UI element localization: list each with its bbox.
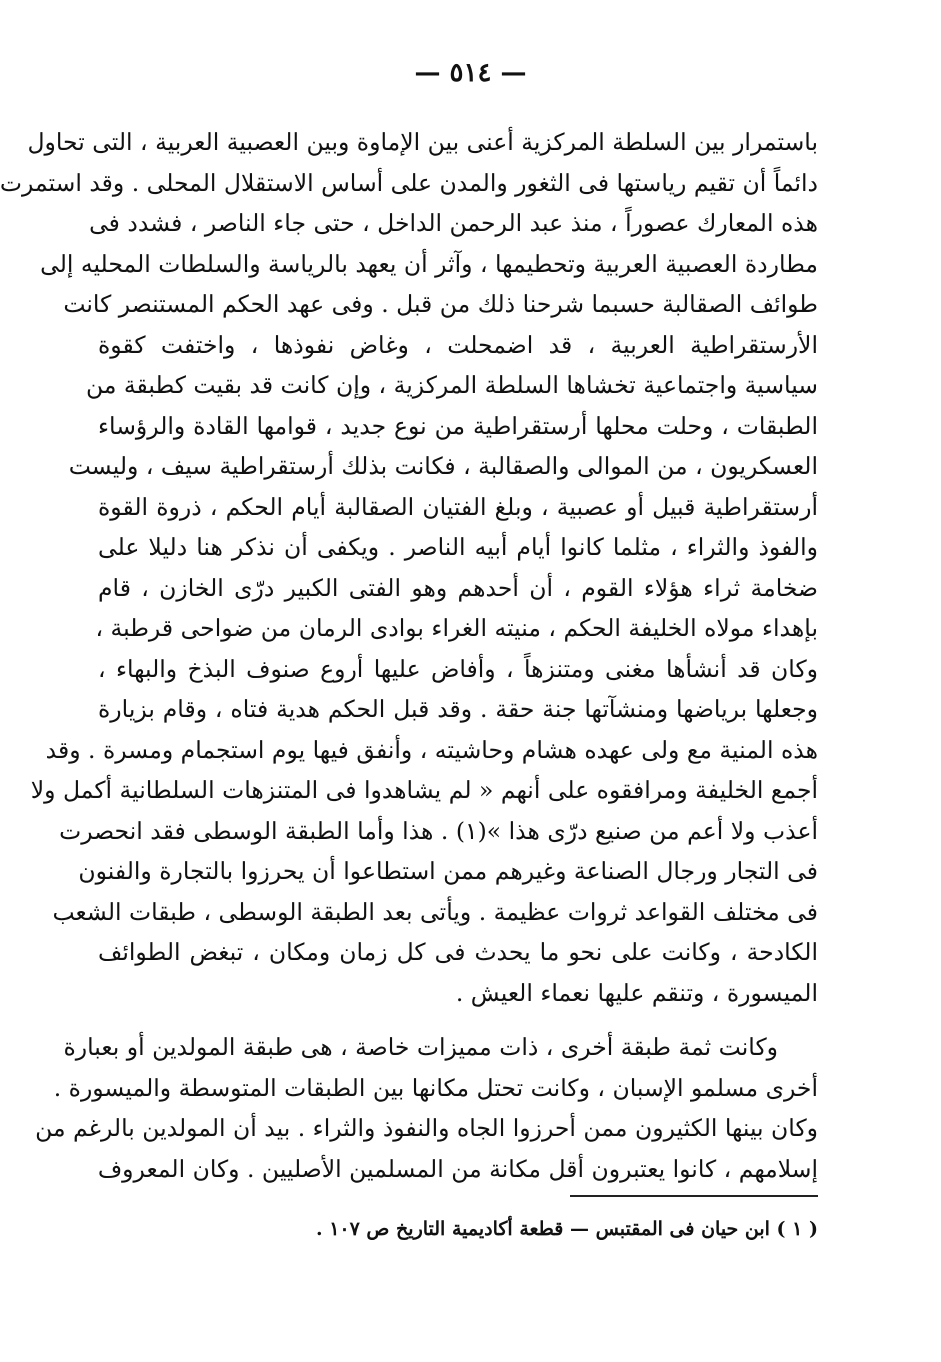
text-line: سياسية واجتماعية تخشاها السلطة المركزية ، وإن كانت قد بقيت كطبقة من xyxy=(85,371,818,399)
text-line: والفوذ والثراء ، مثلما كانوا أيام أبيه الناصر . ويكفى أن نذكر هنا دليلا على xyxy=(98,533,818,561)
text-line: فى مختلف القواعد ثروات عظيمة . ويأتى بعد الطبقة الوسطى ، طبقات الشعب xyxy=(52,897,818,926)
paragraph-2 xyxy=(35,1027,818,1189)
text-line: أخرى مسلمو الإسبان ، وكانت تحتل مكانها بين الطبقات المتوسطة والميسورة . xyxy=(53,1073,818,1102)
footnote-rule xyxy=(570,1195,818,1197)
text-line: أرستقراطية قبيل أو عصبية ، وبلغ الفتيان الصقالبة أيام الحكم ، ذروة القوة xyxy=(98,492,818,521)
text-line: هذه المنية مع ولى عهده هشام وحاشيته ، وأنفق فيها يوم استجمام ومسرة . وقد xyxy=(45,735,818,764)
text-line: وكانت ثمة طبقة أخرى ، ذات مميزات خاصة ، هى طبقة المولدين أو بعبارة xyxy=(63,1033,778,1061)
text-line: وكان بينها الكثيرون ممن أحرزوا الجاه والنفوذ والثراء . بيد أن المولدين بالرغم من xyxy=(35,1114,818,1142)
text-line: الطبقات ، وحلت محلها أرستقراطية من نوع جديد ، قوامها القادة والرؤساء xyxy=(98,411,818,440)
text-line: باستمرار بين السلطة المركزية أعنى بين الإماوة وبين العصبية العربية ، التى تحاول xyxy=(27,128,818,156)
text-line: فى التجار ورجال الصناعة وغيرهم ممن استطاعوا أن يحرزوا بالتجارة والفنون xyxy=(78,857,818,885)
text-line: هذه المعارك عصوراً ، منذ عبد الرحمن الداخل ، حتى جاء الناصر ، فشدد فى xyxy=(89,209,818,237)
text-line: طوائف الصقالبة حسبما شرحنا ذلك من قبل . وفى عهد الحكم المستنصر كانت xyxy=(63,290,818,318)
text-line: أعذب ولا أعم من صنيع درّى هذا »(١) . هذا وأما الطبقة الوسطى فقد انحصرت xyxy=(59,816,818,845)
text-line: الأرستقراطية العربية ، قد اضمحلت ، وغاض نفوذها ، واختفت كقوة xyxy=(98,330,818,359)
text-line: وكان قد أنشأها مغنى ومتنزهاً ، وأفاض عليها أروع صنوف البذخ والبهاء ، xyxy=(98,654,818,683)
text-line: إسلامهم ، كانوا يعتبرون أقل مكانة من المسلمين الأصليين . وكان المعروف xyxy=(97,1154,818,1183)
page-number: — ٥١٤ — xyxy=(414,58,527,88)
text-line: دائماً أن تقيم رياستها فى الثغور والمدن على أساس الاستقلال المحلى . وقد استمرت xyxy=(0,168,818,197)
text-line: الميسورة ، وتنقم عليها نعماء العيش . xyxy=(455,978,818,1007)
text-line: العسكريون ، من الموالى والصقالبة ، فكانت بذلك أرستقراطية سيف ، وليست xyxy=(68,452,818,480)
text-line: وجعلها برياضها ومنشآتها جنة حقة . وقد قبل الحكم هدية فتاه ، وقام بزيارة xyxy=(98,695,818,723)
text-line: أجمع الخليفة ومرافقوه على أنهم « لم يشاهدوا فى المتنزهات السلطانية أكمل ولا xyxy=(30,776,818,804)
text-line: مطاردة العصبية العربية وتحطيمها ، وآثر أن يعهد بالرياسة والسلطات المحليه إلى xyxy=(40,249,818,278)
footnote: ( ١ ) ابن حيان فى المقتبس — قطعة أكاديمية التاريخ ص ١٠٧ . xyxy=(315,1218,818,1240)
paragraph-spacer xyxy=(98,1013,818,1027)
text-line: ضخامة ثراء هؤلاء القوم ، أن أحدهم وهو الفتى الكبير درّى الخازن ، قام xyxy=(98,573,818,602)
text-line: بإهداء مولاه الخليفة الحكم ، منيته الغراء بوادى الرمان من ضواحى قرطبة ، xyxy=(95,614,818,642)
paragraph-1 xyxy=(0,122,818,1013)
body-text xyxy=(0,122,818,1189)
text-line: الكادحة ، وكانت على نحو ما يحدث فى كل زمان ومكان ، تبغض الطوائف xyxy=(98,938,818,966)
